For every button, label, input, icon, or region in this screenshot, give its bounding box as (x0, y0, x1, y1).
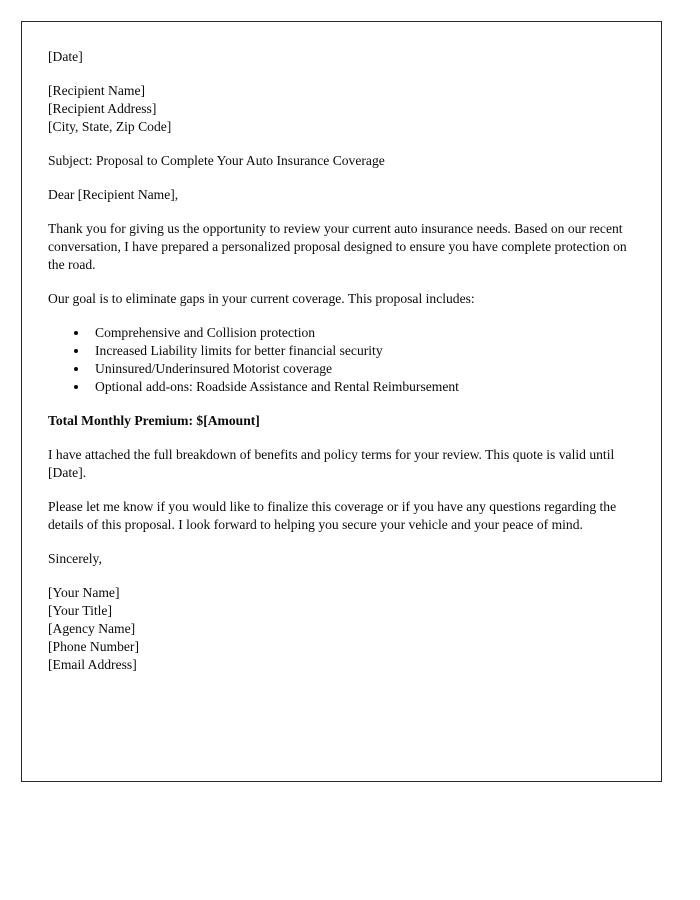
signature-phone: [Phone Number] (48, 639, 139, 654)
benefits-list (48, 324, 631, 396)
closing-salutation: Sincerely, (48, 551, 102, 566)
bullet-icon (74, 385, 78, 389)
list-item-label: Increased Liability limits for better financial security (95, 343, 383, 358)
bullet-icon (74, 367, 78, 371)
list-item-label: Uninsured/Underinsured Motorist coverage (95, 361, 333, 376)
letter-body (22, 22, 661, 694)
recipient-address: [Recipient Address] (48, 101, 157, 116)
signature-title: [Your Title] (48, 603, 112, 618)
list-item-label: Comprehensive and Collision protection (95, 325, 316, 340)
recipient-name: [Recipient Name] (48, 83, 146, 98)
date-block (48, 48, 631, 66)
date-line: [Date] (48, 49, 83, 64)
recipient-city-state-zip: [City, State, Zip Code] (48, 119, 172, 134)
list-item (74, 378, 631, 396)
salutation: Dear [Recipient Name], (48, 187, 179, 202)
list-item-label: Optional add-ons: Roadside Assistance and Rental Reimbursement (95, 379, 459, 394)
paragraph-goal: Our goal is to eliminate gaps in your current coverage. This proposal includes: (48, 291, 475, 306)
recipient-address-block (48, 82, 631, 136)
paragraph-intro: Thank you for giving us the opportunity to review your current auto insurance needs. Based on our recent conversation, I have prepared a personalized proposal designed to ensure you have complete protection on the road. (48, 221, 627, 272)
list-item (74, 324, 631, 342)
bullet-icon (74, 349, 78, 353)
signature-block (48, 584, 631, 674)
signature-name: [Your Name] (48, 585, 120, 600)
subject-line: Subject: Proposal to Complete Your Auto Insurance Coverage (48, 153, 385, 168)
signature-email: [Email Address] (48, 657, 137, 672)
list-item (74, 342, 631, 360)
signature-agency: [Agency Name] (48, 621, 136, 636)
letter-page-frame (21, 21, 662, 782)
total-monthly-premium: Total Monthly Premium: $[Amount] (48, 413, 260, 428)
paragraph-closing-request: Please let me know if you would like to finalize this coverage or if you have any questions regarding the details of this proposal. I look forward to helping you secure your vehicle and your peace of mind. (48, 499, 617, 532)
paragraph-attachment: I have attached the full breakdown of benefits and policy terms for your review. This quote is valid until [Date]. (48, 447, 615, 480)
bullet-icon (74, 331, 78, 335)
list-item (74, 360, 631, 378)
